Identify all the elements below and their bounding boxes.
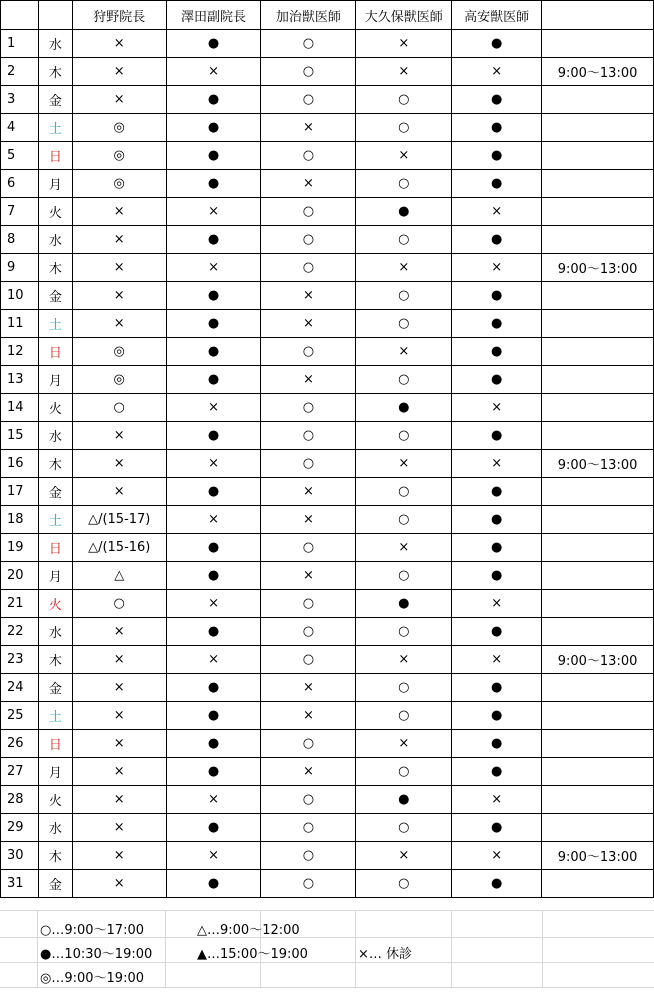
shift-takayasu: ● <box>452 338 542 366</box>
weekday: 水 <box>38 30 72 58</box>
weekday: 月 <box>38 562 72 590</box>
shift-takayasu: ● <box>452 562 542 590</box>
shift-kaji: ○ <box>261 842 356 870</box>
shift-takayasu: ● <box>452 30 542 58</box>
table-row <box>1 30 654 58</box>
table-row <box>1 814 654 842</box>
table-row <box>1 702 654 730</box>
legend-open-circle: ○…9:00〜17:00 <box>40 923 145 938</box>
legend-closed: ×… 休診 <box>358 947 413 962</box>
shift-vice-director: ● <box>166 478 261 506</box>
shift-kaji: ○ <box>261 730 356 758</box>
shift-kaji: ○ <box>261 422 356 450</box>
shift-kaji: × <box>261 702 356 730</box>
shift-takayasu: ● <box>452 478 542 506</box>
note <box>542 814 654 842</box>
shift-okubo: ○ <box>356 114 452 142</box>
header-okubo: 大久保獣医師 <box>356 1 452 30</box>
table-row <box>1 478 654 506</box>
note <box>542 758 654 786</box>
shift-takayasu: × <box>452 254 542 282</box>
shift-okubo: × <box>356 842 452 870</box>
shift-director: × <box>72 86 166 114</box>
note <box>542 226 654 254</box>
day-number: 1 <box>1 30 39 58</box>
table-row <box>1 58 654 86</box>
shift-kaji: ○ <box>261 58 356 86</box>
shift-vice-director: × <box>166 590 261 618</box>
weekday: 火 <box>38 590 72 618</box>
note <box>542 562 654 590</box>
shift-kaji: × <box>261 478 356 506</box>
shift-director: ○ <box>72 394 166 422</box>
shift-director: × <box>72 478 166 506</box>
shift-okubo: ○ <box>356 674 452 702</box>
weekday: 木 <box>38 450 72 478</box>
shift-vice-director: ● <box>166 674 261 702</box>
shift-takayasu: ● <box>452 422 542 450</box>
shift-director: ◎ <box>72 366 166 394</box>
shift-director: × <box>72 618 166 646</box>
header-day <box>1 1 39 30</box>
table-row <box>1 282 654 310</box>
weekday: 木 <box>38 254 72 282</box>
weekday: 木 <box>38 646 72 674</box>
shift-okubo: ○ <box>356 814 452 842</box>
shift-okubo: ○ <box>356 170 452 198</box>
note: 9:00〜13:00 <box>542 58 654 86</box>
shift-takayasu: ● <box>452 142 542 170</box>
day-number: 7 <box>1 198 39 226</box>
shift-kaji: ○ <box>261 254 356 282</box>
weekday: 火 <box>38 394 72 422</box>
shift-okubo: ○ <box>356 618 452 646</box>
weekday: 水 <box>38 618 72 646</box>
note <box>542 870 654 898</box>
day-number: 4 <box>1 114 39 142</box>
table-row <box>1 758 654 786</box>
shift-takayasu: × <box>452 58 542 86</box>
shift-director: × <box>72 226 166 254</box>
shift-director: × <box>72 58 166 86</box>
shift-director: ◎ <box>72 170 166 198</box>
shift-director: ◎ <box>72 142 166 170</box>
shift-director: △/(15-17) <box>72 506 166 534</box>
header-weekday <box>38 1 72 30</box>
table-row <box>1 590 654 618</box>
day-number: 5 <box>1 142 39 170</box>
shift-kaji: × <box>261 282 356 310</box>
shift-vice-director: ● <box>166 422 261 450</box>
shift-okubo: × <box>356 30 452 58</box>
shift-vice-director: × <box>166 646 261 674</box>
header-row <box>1 1 654 30</box>
table-row <box>1 730 654 758</box>
shift-takayasu: ● <box>452 674 542 702</box>
table-row <box>1 674 654 702</box>
shift-kaji: × <box>261 506 356 534</box>
shift-director: ◎ <box>72 114 166 142</box>
table-row <box>1 394 654 422</box>
shift-director: × <box>72 254 166 282</box>
table-row <box>1 534 654 562</box>
shift-vice-director: ● <box>166 226 261 254</box>
day-number: 19 <box>1 534 39 562</box>
note <box>542 730 654 758</box>
shift-okubo: × <box>356 254 452 282</box>
shift-director: × <box>72 310 166 338</box>
shift-vice-director: ● <box>166 814 261 842</box>
table-row <box>1 366 654 394</box>
table-row <box>1 142 654 170</box>
shift-vice-director: × <box>166 254 261 282</box>
weekday: 木 <box>38 842 72 870</box>
day-number: 25 <box>1 702 39 730</box>
shift-okubo: ● <box>356 198 452 226</box>
shift-takayasu: ● <box>452 114 542 142</box>
shift-kaji: ○ <box>261 86 356 114</box>
day-number: 23 <box>1 646 39 674</box>
shift-kaji: × <box>261 170 356 198</box>
shift-vice-director: ● <box>166 338 261 366</box>
weekday: 日 <box>38 338 72 366</box>
shift-okubo: × <box>356 58 452 86</box>
shift-kaji: ○ <box>261 646 356 674</box>
weekday: 火 <box>38 198 72 226</box>
note <box>542 394 654 422</box>
shift-kaji: × <box>261 366 356 394</box>
shift-vice-director: ● <box>166 170 261 198</box>
day-number: 14 <box>1 394 39 422</box>
schedule-body <box>1 30 654 898</box>
shift-director: × <box>72 786 166 814</box>
weekday: 月 <box>38 170 72 198</box>
shift-takayasu: ● <box>452 814 542 842</box>
shift-takayasu: × <box>452 842 542 870</box>
table-row <box>1 562 654 590</box>
note <box>542 198 654 226</box>
shift-director: × <box>72 450 166 478</box>
shift-vice-director: ● <box>166 730 261 758</box>
weekday: 水 <box>38 226 72 254</box>
weekday: 月 <box>38 366 72 394</box>
table-row <box>1 870 654 898</box>
header-vice-director: 澤田副院長 <box>166 1 261 30</box>
note: 9:00〜13:00 <box>542 254 654 282</box>
shift-takayasu: ● <box>452 758 542 786</box>
shift-director: × <box>72 702 166 730</box>
shift-okubo: ● <box>356 786 452 814</box>
note <box>542 702 654 730</box>
day-number: 12 <box>1 338 39 366</box>
shift-vice-director: ● <box>166 86 261 114</box>
day-number: 29 <box>1 814 39 842</box>
table-row <box>1 170 654 198</box>
shift-takayasu: × <box>452 450 542 478</box>
table-row <box>1 646 654 674</box>
legend-filled-circle: ●…10:30〜19:00 <box>40 947 153 962</box>
note <box>542 170 654 198</box>
shift-vice-director: ● <box>166 618 261 646</box>
shift-okubo: × <box>356 142 452 170</box>
shift-director: × <box>72 842 166 870</box>
note <box>542 142 654 170</box>
shift-director: × <box>72 758 166 786</box>
header-takayasu: 高安獣医師 <box>452 1 542 30</box>
shift-takayasu: ● <box>452 702 542 730</box>
header-notes <box>542 1 654 30</box>
header-kaji: 加治獣医師 <box>261 1 356 30</box>
shift-vice-director: ● <box>166 114 261 142</box>
day-number: 31 <box>1 870 39 898</box>
weekday: 月 <box>38 758 72 786</box>
weekday: 金 <box>38 282 72 310</box>
weekday: 金 <box>38 674 72 702</box>
shift-kaji: ○ <box>261 870 356 898</box>
day-number: 6 <box>1 170 39 198</box>
weekday: 日 <box>38 142 72 170</box>
note <box>542 338 654 366</box>
weekday: 火 <box>38 786 72 814</box>
day-number: 16 <box>1 450 39 478</box>
legend-double-circle: ◎…9:00〜19:00 <box>40 971 145 986</box>
day-number: 15 <box>1 422 39 450</box>
shift-takayasu: × <box>452 590 542 618</box>
shift-takayasu: ● <box>452 170 542 198</box>
weekday: 金 <box>38 870 72 898</box>
shift-takayasu: ● <box>452 282 542 310</box>
table-row <box>1 254 654 282</box>
shift-okubo: ○ <box>356 478 452 506</box>
note <box>542 674 654 702</box>
shift-director: △ <box>72 562 166 590</box>
shift-kaji: × <box>261 758 356 786</box>
shift-vice-director: ● <box>166 702 261 730</box>
shift-takayasu: ● <box>452 730 542 758</box>
shift-vice-director: ● <box>166 142 261 170</box>
shift-okubo: × <box>356 534 452 562</box>
header-director: 狩野院長 <box>72 1 166 30</box>
shift-vice-director: × <box>166 506 261 534</box>
day-number: 10 <box>1 282 39 310</box>
note <box>542 30 654 58</box>
day-number: 17 <box>1 478 39 506</box>
shift-vice-director: × <box>166 842 261 870</box>
shift-director: × <box>72 674 166 702</box>
note <box>542 86 654 114</box>
shift-okubo: × <box>356 730 452 758</box>
day-number: 24 <box>1 674 39 702</box>
shift-takayasu: ● <box>452 870 542 898</box>
weekday: 土 <box>38 114 72 142</box>
shift-vice-director: ● <box>166 282 261 310</box>
shift-kaji: × <box>261 114 356 142</box>
note <box>542 310 654 338</box>
day-number: 21 <box>1 590 39 618</box>
weekday: 土 <box>38 310 72 338</box>
shift-okubo: ○ <box>356 310 452 338</box>
shift-okubo: ○ <box>356 366 452 394</box>
shift-takayasu: × <box>452 198 542 226</box>
shift-okubo: ○ <box>356 282 452 310</box>
shift-takayasu: ● <box>452 226 542 254</box>
day-number: 22 <box>1 618 39 646</box>
note <box>542 534 654 562</box>
shift-okubo: ○ <box>356 506 452 534</box>
shift-kaji: ○ <box>261 450 356 478</box>
note <box>542 114 654 142</box>
note: 9:00〜13:00 <box>542 842 654 870</box>
day-number: 3 <box>1 86 39 114</box>
legend-triangle: △…9:00〜12:00 <box>197 923 300 938</box>
shift-okubo: ○ <box>356 226 452 254</box>
shift-kaji: × <box>261 562 356 590</box>
table-row <box>1 226 654 254</box>
note <box>542 618 654 646</box>
weekday: 日 <box>38 730 72 758</box>
table-row <box>1 786 654 814</box>
note <box>542 786 654 814</box>
shift-director: ◎ <box>72 338 166 366</box>
weekday: 土 <box>38 506 72 534</box>
note: 9:00〜13:00 <box>542 646 654 674</box>
day-number: 26 <box>1 730 39 758</box>
shift-kaji: ○ <box>261 786 356 814</box>
weekday: 土 <box>38 702 72 730</box>
table-row <box>1 338 654 366</box>
day-number: 18 <box>1 506 39 534</box>
shift-okubo: × <box>356 450 452 478</box>
shift-director: × <box>72 870 166 898</box>
shift-vice-director: × <box>166 198 261 226</box>
shift-director: ○ <box>72 590 166 618</box>
shift-director: × <box>72 814 166 842</box>
shift-takayasu: × <box>452 786 542 814</box>
shift-okubo: ○ <box>356 758 452 786</box>
day-number: 28 <box>1 786 39 814</box>
shift-director: × <box>72 198 166 226</box>
table-row <box>1 114 654 142</box>
shift-kaji: ○ <box>261 814 356 842</box>
shift-vice-director: ● <box>166 758 261 786</box>
weekday: 水 <box>38 422 72 450</box>
shift-kaji: ○ <box>261 30 356 58</box>
day-number: 2 <box>1 58 39 86</box>
shift-takayasu: ● <box>452 86 542 114</box>
legend <box>0 910 654 1000</box>
shift-okubo: ○ <box>356 562 452 590</box>
table-row <box>1 618 654 646</box>
shift-director: △/(15-16) <box>72 534 166 562</box>
shift-director: × <box>72 730 166 758</box>
shift-okubo: ● <box>356 394 452 422</box>
shift-takayasu: × <box>452 646 542 674</box>
shift-kaji: × <box>261 310 356 338</box>
note <box>542 422 654 450</box>
shift-director: × <box>72 646 166 674</box>
note <box>542 478 654 506</box>
shift-okubo: × <box>356 338 452 366</box>
shift-director: × <box>72 422 166 450</box>
shift-vice-director: ● <box>166 534 261 562</box>
table-row <box>1 310 654 338</box>
weekday: 日 <box>38 534 72 562</box>
weekday: 水 <box>38 814 72 842</box>
shift-vice-director: ● <box>166 562 261 590</box>
day-number: 30 <box>1 842 39 870</box>
shift-okubo: × <box>356 646 452 674</box>
shift-takayasu: ● <box>452 506 542 534</box>
shift-kaji: ○ <box>261 142 356 170</box>
shift-vice-director: × <box>166 450 261 478</box>
shift-takayasu: ● <box>452 366 542 394</box>
table-row <box>1 198 654 226</box>
shift-okubo: ○ <box>356 422 452 450</box>
shift-takayasu: × <box>452 394 542 422</box>
shift-vice-director: ● <box>166 30 261 58</box>
shift-director: × <box>72 282 166 310</box>
shift-takayasu: ● <box>452 618 542 646</box>
table-row <box>1 86 654 114</box>
shift-kaji: ○ <box>261 226 356 254</box>
shift-vice-director: ● <box>166 310 261 338</box>
table-row <box>1 422 654 450</box>
day-number: 13 <box>1 366 39 394</box>
note: 9:00〜13:00 <box>542 450 654 478</box>
shift-okubo: ○ <box>356 702 452 730</box>
shift-vice-director: × <box>166 394 261 422</box>
shift-okubo: ○ <box>356 870 452 898</box>
legend-filled-triangle: ▲…15:00〜19:00 <box>197 947 308 962</box>
shift-takayasu: ● <box>452 534 542 562</box>
shift-kaji: ○ <box>261 394 356 422</box>
shift-kaji: ○ <box>261 590 356 618</box>
weekday: 金 <box>38 478 72 506</box>
note <box>542 506 654 534</box>
shift-takayasu: ● <box>452 310 542 338</box>
day-number: 27 <box>1 758 39 786</box>
table-row <box>1 450 654 478</box>
shift-vice-director: × <box>166 786 261 814</box>
note <box>542 366 654 394</box>
weekday: 金 <box>38 86 72 114</box>
shift-okubo: ○ <box>356 86 452 114</box>
day-number: 9 <box>1 254 39 282</box>
table-row <box>1 842 654 870</box>
note <box>542 590 654 618</box>
shift-vice-director: ● <box>166 870 261 898</box>
shift-kaji: × <box>261 674 356 702</box>
weekday: 木 <box>38 58 72 86</box>
shift-okubo: ● <box>356 590 452 618</box>
day-number: 20 <box>1 562 39 590</box>
day-number: 8 <box>1 226 39 254</box>
table-row <box>1 506 654 534</box>
shift-kaji: ○ <box>261 198 356 226</box>
shift-vice-director: × <box>166 58 261 86</box>
shift-vice-director: ● <box>166 366 261 394</box>
note <box>542 282 654 310</box>
day-number: 11 <box>1 310 39 338</box>
shift-kaji: ○ <box>261 534 356 562</box>
shift-kaji: ○ <box>261 338 356 366</box>
shift-kaji: ○ <box>261 618 356 646</box>
shift-director: × <box>72 30 166 58</box>
